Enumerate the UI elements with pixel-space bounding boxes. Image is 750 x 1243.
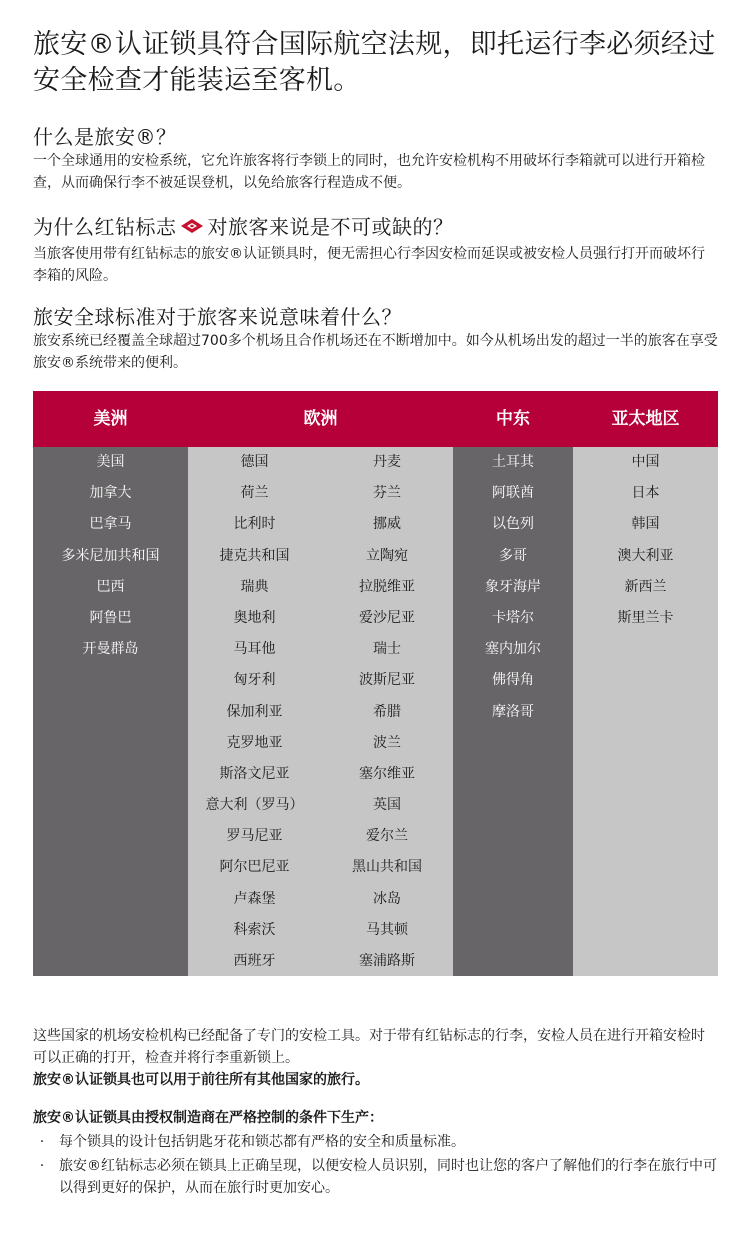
country-item: 马耳他 xyxy=(233,641,276,658)
country-item: 澳大利亚 xyxy=(617,547,674,564)
country-item: 西班牙 xyxy=(233,953,276,969)
country-item: 土耳其 xyxy=(492,454,534,470)
section-body: 一个全球通用的安检系统，它允许旅客将行李锁上的同时，也允许安检机构不用破坏行李箱就可以进行开箱检查，从而确保行李不被延误登机，以免给旅客行程造成不便。 xyxy=(33,153,705,191)
header-asia-pacific: 亚太地区 xyxy=(611,409,680,429)
other-countries-note: 旅安®认证锁具也可以用于前往所有其他国家的旅行。 xyxy=(33,1072,369,1088)
section-title: 什么是旅安®？ xyxy=(33,125,177,149)
country-item: 冰岛 xyxy=(373,890,401,907)
header-americas: 美洲 xyxy=(93,409,128,429)
country-item: 奥地利 xyxy=(233,609,276,626)
header-middle-east: 中东 xyxy=(496,409,530,429)
country-item: 黑山共和国 xyxy=(352,859,422,876)
country-item: 爱沙尼亚 xyxy=(359,609,415,626)
airport-tools-paragraph: 这些国家的机场安检机构已经配备了专门的安检工具。对于带有红钻标志的行李，安检人员在进行开箱安检时可以正确的打开，检查并将行李重新锁上。 xyxy=(33,1028,705,1066)
country-item: 佛得角 xyxy=(492,672,534,689)
production-section xyxy=(33,1107,718,1201)
country-item: 象牙海岸 xyxy=(485,578,541,595)
bullet-dot: · xyxy=(39,1158,45,1174)
country-item: 阿鲁巴 xyxy=(89,609,132,626)
country-item: 比利时 xyxy=(233,516,276,533)
section-body: 当旅客使用带有红钻标志的旅安®认证锁具时，便无需担心行李因安检而延误或被安检人员强行打开而破坏行李箱的风险。 xyxy=(33,246,705,284)
country-item: 以色列 xyxy=(492,516,534,533)
country-item: 阿尔巴尼亚 xyxy=(219,859,290,876)
country-item: 开曼群岛 xyxy=(82,641,139,658)
country-item: 意大利（罗马） xyxy=(205,797,304,814)
section-global-standard xyxy=(33,304,718,374)
page-headline: 旅安®认证锁具符合国际航空法规，即托运行李必须经过安全检查才能装运至客机。 xyxy=(33,29,716,96)
country-item: 塞内加尔 xyxy=(485,641,541,658)
country-item: 立陶宛 xyxy=(366,547,408,564)
country-item: 保加利亚 xyxy=(226,703,283,720)
bullet-text: 旅安®红钻标志必须在锁具上正确呈现，以便安检人员识别，同时也让您的客户了解他们的行李在旅行中可以得到更好的保护，从而在旅行时更加安心。 xyxy=(59,1158,717,1196)
country-item: 阿联酋 xyxy=(492,485,534,502)
section-title xyxy=(33,214,718,243)
bullet-text: 每个锁具的设计包括钥匙牙花和锁芯都有严格的安全和质量标准。 xyxy=(59,1134,465,1150)
country-item: 英国 xyxy=(373,797,401,814)
country-item: 新西兰 xyxy=(624,578,667,595)
country-item: 摩洛哥 xyxy=(492,703,534,720)
section-why-red-diamond xyxy=(33,214,718,287)
country-item: 瑞士 xyxy=(373,641,401,658)
country-item: 中国 xyxy=(631,454,660,470)
header-europe: 欧洲 xyxy=(303,409,338,429)
country-item: 美国 xyxy=(96,454,125,470)
country-item: 日本 xyxy=(631,485,660,502)
country-item: 荷兰 xyxy=(240,485,269,502)
country-item: 拉脱维亚 xyxy=(359,578,415,595)
section-title-part: 对旅客来说是不可或缺的？ xyxy=(207,215,454,239)
country-table xyxy=(33,391,718,976)
country-item: 克罗地亚 xyxy=(226,734,283,751)
country-item: 波斯尼亚 xyxy=(359,672,415,689)
country-item: 希腊 xyxy=(373,703,401,720)
country-item: 捷克共和国 xyxy=(219,547,290,564)
country-item: 巴拿马 xyxy=(89,516,132,533)
red-diamond-logo-icon xyxy=(180,214,204,240)
country-item: 罗马尼亚 xyxy=(226,828,283,845)
column-americas xyxy=(33,447,188,976)
column-asia-pacific xyxy=(573,447,718,976)
country-item: 卡塔尔 xyxy=(492,609,534,626)
country-item: 多米尼加共和国 xyxy=(61,547,160,564)
country-item: 巴西 xyxy=(96,578,125,595)
country-item: 科索沃 xyxy=(233,921,276,938)
column-europe-left xyxy=(188,447,321,976)
list-item xyxy=(33,1155,718,1199)
country-item: 波兰 xyxy=(373,734,401,751)
country-item: 爱尔兰 xyxy=(366,828,408,845)
table-header xyxy=(33,391,718,447)
country-item: 匈牙利 xyxy=(233,672,276,689)
country-item: 丹麦 xyxy=(373,454,401,470)
column-middle-east xyxy=(453,447,573,976)
country-item: 斯洛文尼亚 xyxy=(219,765,290,782)
column-europe-right xyxy=(321,447,453,976)
production-title: 旅安®认证锁具由授权制造商在严格控制的条件下生产： xyxy=(33,1110,383,1126)
country-item: 德国 xyxy=(240,454,269,470)
country-item: 芬兰 xyxy=(373,485,401,502)
section-title-part: 为什么红钻标志 xyxy=(33,215,177,239)
after-table-text xyxy=(33,1025,718,1091)
country-item: 马其顿 xyxy=(366,921,408,938)
country-item: 韩国 xyxy=(631,516,660,533)
country-item: 塞尔维亚 xyxy=(359,765,415,782)
section-what-is xyxy=(33,124,718,194)
country-item: 加拿大 xyxy=(89,485,132,502)
country-item: 塞浦路斯 xyxy=(359,953,415,969)
country-item: 瑞典 xyxy=(240,578,269,595)
country-item: 挪威 xyxy=(373,516,401,533)
production-bullets xyxy=(33,1131,718,1199)
page xyxy=(33,0,718,1196)
section-body: 旅安系统已经覆盖全球超过700多个机场且合作机场还在不断增加中。如今从机场出发的超过一半的旅客在享受旅安®系统带来的便利。 xyxy=(33,333,718,371)
country-item: 斯里兰卡 xyxy=(617,609,674,626)
country-item: 卢森堡 xyxy=(233,890,276,907)
bullet-dot: · xyxy=(39,1134,45,1150)
country-item: 多哥 xyxy=(499,547,527,564)
list-item xyxy=(33,1131,718,1153)
section-title: 旅安全球标准对于旅客来说意味着什么？ xyxy=(33,305,402,329)
